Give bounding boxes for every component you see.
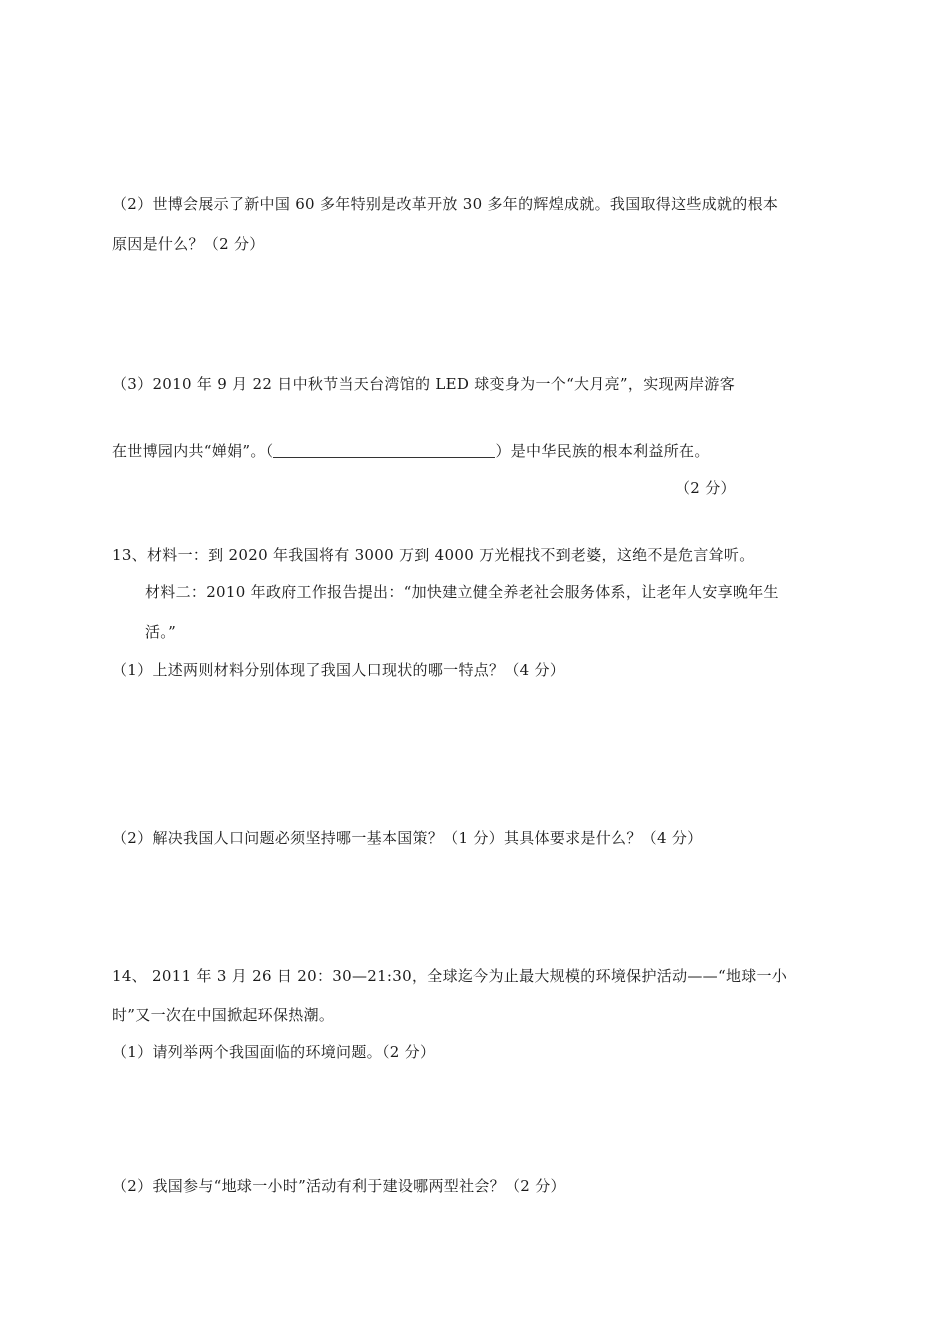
q12-part3-text-before-blank: 在世博园内共“婵娟”。（ xyxy=(112,442,274,460)
q12-part2-line2: 原因是什么？（2 分） xyxy=(112,235,265,253)
q14-stem-line2: 时”又一次在中国掀起环保热潮。 xyxy=(112,1006,335,1024)
q12-part2-line1: （2）世博会展示了新中国 60 多年特别是改革开放 30 多年的辉煌成就。我国取得这些成就的根本 xyxy=(112,195,779,213)
q14-part1: （1）请列举两个我国面临的环境问题。（2 分） xyxy=(112,1043,436,1061)
q13-part1: （1）上述两则材料分别体现了我国人口现状的哪一特点？（4 分） xyxy=(112,661,566,679)
q12-part3-line1: （3）2010 年 9 月 22 日中秋节当天台湾馆的 LED 球变身为一个“大月亮”，实现两岸游客 xyxy=(112,375,736,393)
q13-material2-line1: 材料二：2010 年政府工作报告提出：“加快建立健全养老社会服务体系，让老年人安享晚年生 xyxy=(145,583,779,601)
q13-material2-line2: 活。” xyxy=(145,623,177,641)
q12-part3-score: （2 分） xyxy=(675,479,736,497)
q14-stem-line1: 14、 2011 年 3 月 26 日 20：30—21:30，全球迄今为止最大规模的环境保护活动——“地球一小 xyxy=(112,967,788,985)
q12-part3-line2 xyxy=(112,440,710,461)
q14-part2: （2）我国参与“地球一小时”活动有利于建设哪两型社会？（2 分） xyxy=(112,1177,566,1195)
q13-part2: （2）解决我国人口问题必须坚持哪一基本国策？（1 分）其具体要求是什么？（4 分） xyxy=(112,829,703,847)
q12-part3-text-after-blank: ）是中华民族的根本利益所在。 xyxy=(495,442,710,460)
q13-material1: 13、材料一：到 2020 年我国将有 3000 万到 4000 万光棍找不到老婆，这绝不是危言耸听。 xyxy=(112,546,755,564)
answer-blank xyxy=(273,443,495,458)
